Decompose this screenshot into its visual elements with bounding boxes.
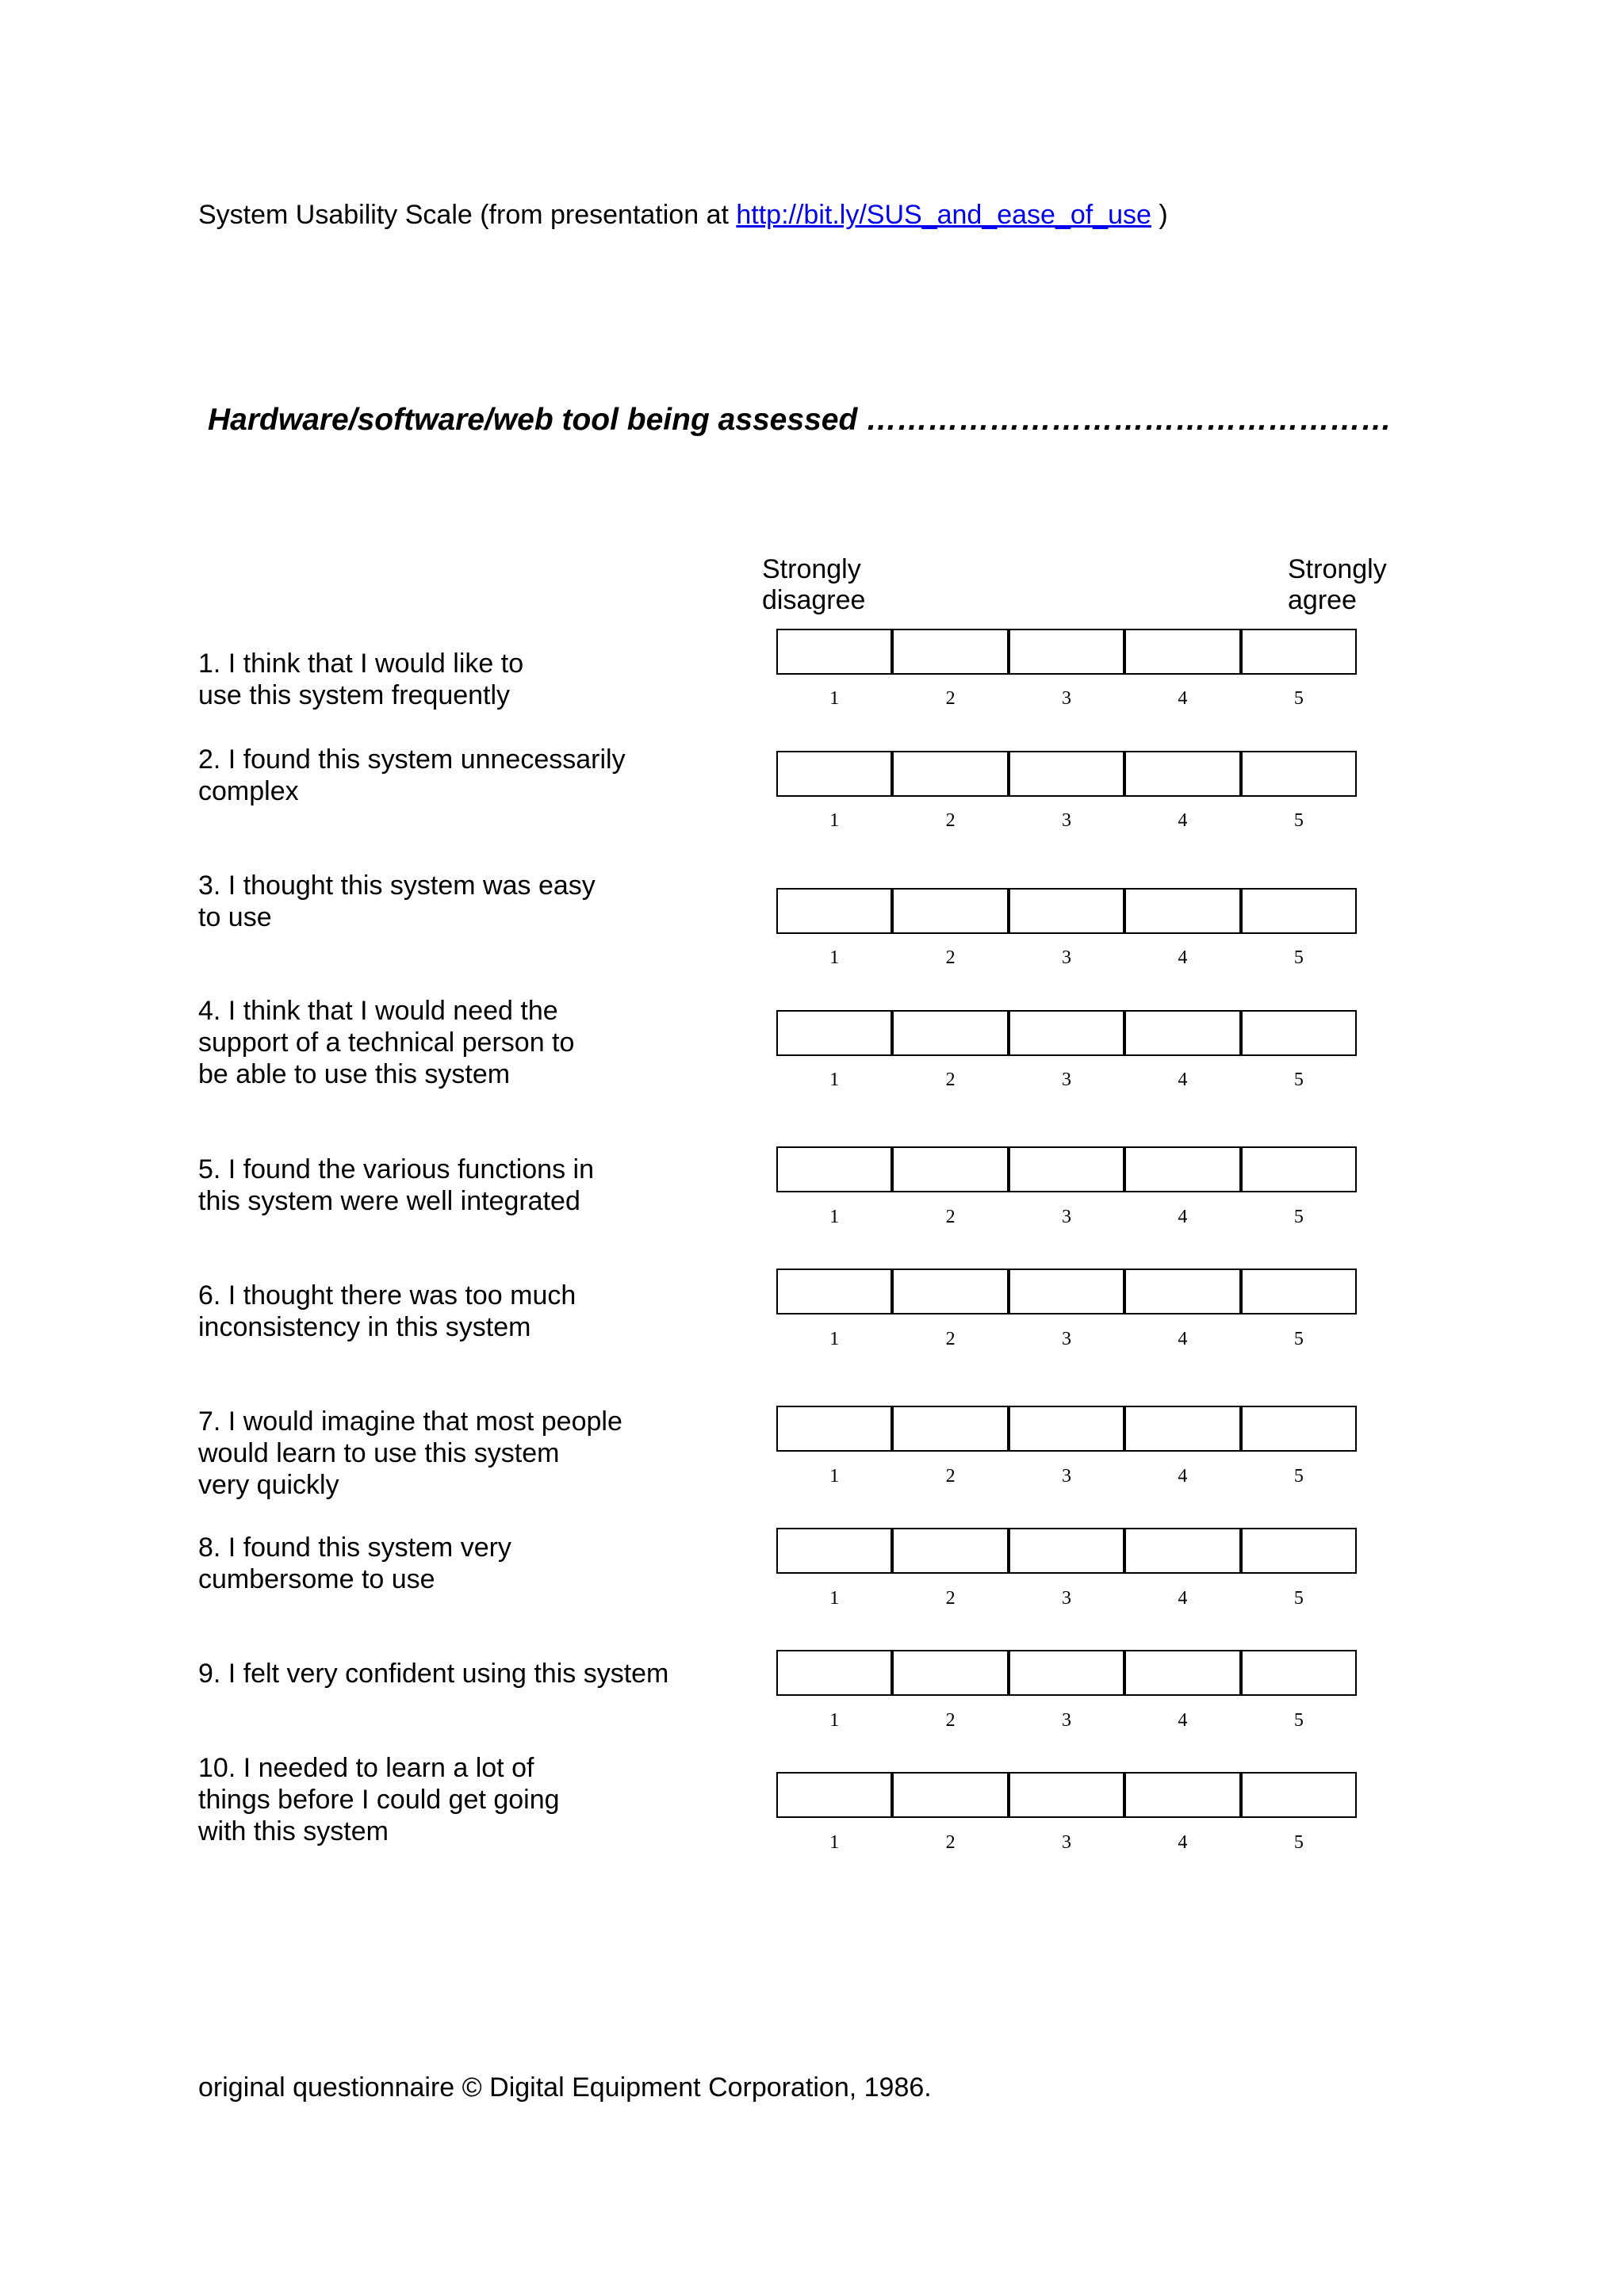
scale-number: 5 [1293, 1710, 1304, 1731]
q7-option-5[interactable] [1243, 1407, 1355, 1450]
scale-number: 4 [1178, 1070, 1188, 1090]
scale-number: 3 [1062, 1070, 1072, 1090]
scale-number: 2 [945, 1832, 956, 1853]
scale-number: 4 [1178, 1832, 1188, 1853]
scale-number: 1 [829, 1070, 840, 1090]
scale-number: 4 [1178, 1207, 1188, 1227]
scale-number: 3 [1062, 1588, 1072, 1609]
q9-option-1[interactable] [778, 1651, 894, 1694]
scale-number: 1 [829, 1329, 840, 1349]
q6-option-1[interactable] [778, 1270, 894, 1313]
scale-number: 5 [1293, 810, 1304, 831]
question-3-scale [776, 888, 1357, 934]
q8-option-4[interactable] [1126, 1529, 1242, 1572]
q2-option-3[interactable] [1010, 752, 1126, 795]
q10-option-1[interactable] [778, 1774, 894, 1816]
q1-option-1[interactable] [778, 630, 894, 673]
question-9-text: 9. I felt very confident using this system [198, 1659, 669, 1689]
q1-option-4[interactable] [1126, 630, 1242, 673]
scale-number: 3 [1062, 1466, 1072, 1487]
scale-number: 1 [829, 1466, 840, 1487]
q6-option-3[interactable] [1010, 1270, 1126, 1313]
scale-label-strongly-disagree: Strongly disagree [762, 554, 866, 615]
scale-number: 2 [945, 1588, 956, 1609]
question-8-text: 8. I found this system very cumbersome to use [198, 1533, 511, 1594]
question-3-scale-numbers [776, 947, 1357, 969]
question-4-text: 4. I think that I would need the support of a technical person to be able to use this system [198, 996, 575, 1089]
q4-option-4[interactable] [1126, 1012, 1242, 1054]
q1-option-2[interactable] [894, 630, 1009, 673]
scale-number: 1 [829, 1832, 840, 1853]
question-2-scale-numbers [776, 810, 1357, 832]
assessed-tool-line: Hardware/software/web tool being assessed …………………………………………… [208, 403, 1392, 437]
question-3-text: 3. I thought this system was easy to use [198, 871, 596, 932]
q6-option-5[interactable] [1243, 1270, 1355, 1313]
q8-option-5[interactable] [1243, 1529, 1355, 1572]
q2-option-2[interactable] [894, 752, 1009, 795]
scale-number: 4 [1178, 1329, 1188, 1349]
q9-option-2[interactable] [894, 1651, 1009, 1694]
scale-number: 2 [945, 1329, 956, 1349]
scale-number: 3 [1062, 1832, 1072, 1853]
q9-option-4[interactable] [1126, 1651, 1242, 1694]
scale-number: 5 [1293, 1329, 1304, 1349]
q10-option-4[interactable] [1126, 1774, 1242, 1816]
question-6-text: 6. I thought there was too much inconsistency in this system [198, 1280, 576, 1342]
q4-option-2[interactable] [894, 1012, 1009, 1054]
q8-option-2[interactable] [894, 1529, 1009, 1572]
scale-number: 5 [1293, 1588, 1304, 1609]
q9-option-3[interactable] [1010, 1651, 1126, 1694]
scale-number: 5 [1293, 947, 1304, 968]
scale-number: 5 [1293, 1070, 1304, 1090]
q7-option-1[interactable] [778, 1407, 894, 1450]
scale-number: 1 [829, 688, 840, 709]
q7-option-4[interactable] [1126, 1407, 1242, 1450]
header-prefix: System Usability Scale (from presentation at [198, 200, 737, 230]
q1-option-5[interactable] [1243, 630, 1355, 673]
question-8-scale [776, 1528, 1357, 1574]
scale-number: 5 [1293, 1466, 1304, 1487]
q3-option-5[interactable] [1243, 890, 1355, 932]
q6-option-2[interactable] [894, 1270, 1009, 1313]
scale-number: 3 [1062, 1710, 1072, 1731]
q4-option-5[interactable] [1243, 1012, 1355, 1054]
q5-option-3[interactable] [1010, 1148, 1126, 1191]
presentation-link[interactable]: http://bit.ly/SUS_and_ease_of_use [736, 200, 1151, 230]
q8-option-3[interactable] [1010, 1529, 1126, 1572]
question-6-scale [776, 1269, 1357, 1314]
q10-option-2[interactable] [894, 1774, 1009, 1816]
q9-option-5[interactable] [1243, 1651, 1355, 1694]
q10-option-3[interactable] [1010, 1774, 1126, 1816]
q3-option-1[interactable] [778, 890, 894, 932]
scale-number: 5 [1293, 1832, 1304, 1853]
scale-number: 3 [1062, 810, 1072, 831]
scale-number: 2 [945, 1710, 956, 1731]
q3-option-2[interactable] [894, 890, 1009, 932]
scale-number: 5 [1293, 1207, 1304, 1227]
question-9-scale-numbers [776, 1710, 1357, 1732]
scale-number: 2 [945, 1070, 956, 1090]
question-4-scale-numbers [776, 1070, 1357, 1091]
question-2-scale [776, 751, 1357, 797]
scale-number: 3 [1062, 688, 1072, 709]
q2-option-1[interactable] [778, 752, 894, 795]
question-5-scale-numbers [776, 1207, 1357, 1228]
question-10-scale [776, 1772, 1357, 1818]
question-1-scale-numbers [776, 688, 1357, 710]
scale-number: 4 [1178, 947, 1188, 968]
question-2-text: 2. I found this system unnecessarily complex [198, 744, 626, 806]
document-header [198, 200, 1168, 231]
header-suffix: ) [1151, 200, 1168, 230]
q6-option-4[interactable] [1126, 1270, 1242, 1313]
q7-option-3[interactable] [1010, 1407, 1126, 1450]
question-7-text: 7. I would imagine that most people would learn to use this system very quickly [198, 1406, 622, 1500]
scale-label-strongly-agree: Strongly agree [1288, 554, 1387, 615]
scale-number: 1 [829, 947, 840, 968]
question-1-scale [776, 629, 1357, 675]
q1-option-3[interactable] [1010, 630, 1126, 673]
question-10-text: 10. I needed to learn a lot of things before I could get going with this system [198, 1753, 560, 1846]
scale-number: 1 [829, 1710, 840, 1731]
scale-number: 2 [945, 1207, 956, 1227]
scale-number: 1 [829, 1207, 840, 1227]
q2-option-4[interactable] [1126, 752, 1242, 795]
q3-option-4[interactable] [1126, 890, 1242, 932]
q8-option-1[interactable] [778, 1529, 894, 1572]
copyright-footer: original questionnaire © Digital Equipment Corporation, 1986. [198, 2072, 932, 2103]
scale-number: 4 [1178, 688, 1188, 709]
q5-option-1[interactable] [778, 1148, 894, 1191]
scale-number: 1 [829, 810, 840, 831]
scale-number: 2 [945, 947, 956, 968]
question-1-text: 1. I think that I would like to use this system frequently [198, 649, 524, 710]
question-5-scale [776, 1146, 1357, 1192]
scale-number: 5 [1293, 688, 1304, 709]
q4-option-3[interactable] [1010, 1012, 1126, 1054]
scale-number: 3 [1062, 1329, 1072, 1349]
scale-number: 1 [829, 1588, 840, 1609]
scale-number: 4 [1178, 810, 1188, 831]
q7-option-2[interactable] [894, 1407, 1009, 1450]
q5-option-5[interactable] [1243, 1148, 1355, 1191]
question-6-scale-numbers [776, 1329, 1357, 1350]
q5-option-4[interactable] [1126, 1148, 1242, 1191]
question-10-scale-numbers [776, 1832, 1357, 1854]
scale-number: 3 [1062, 1207, 1072, 1227]
question-7-scale [776, 1406, 1357, 1452]
q10-option-5[interactable] [1243, 1774, 1355, 1816]
scale-number: 2 [945, 810, 956, 831]
scale-number: 4 [1178, 1588, 1188, 1609]
scale-number: 3 [1062, 947, 1072, 968]
scale-number: 4 [1178, 1710, 1188, 1731]
scale-number: 2 [945, 1466, 956, 1487]
scale-number: 4 [1178, 1466, 1188, 1487]
question-8-scale-numbers [776, 1588, 1357, 1609]
question-7-scale-numbers [776, 1466, 1357, 1487]
question-5-text: 5. I found the various functions in this system were well integrated [198, 1154, 594, 1216]
q4-option-1[interactable] [778, 1012, 894, 1054]
question-9-scale [776, 1650, 1357, 1696]
question-4-scale [776, 1010, 1357, 1056]
scale-number: 2 [945, 688, 956, 709]
q5-option-2[interactable] [894, 1148, 1009, 1191]
q3-option-3[interactable] [1010, 890, 1126, 932]
q2-option-5[interactable] [1243, 752, 1355, 795]
